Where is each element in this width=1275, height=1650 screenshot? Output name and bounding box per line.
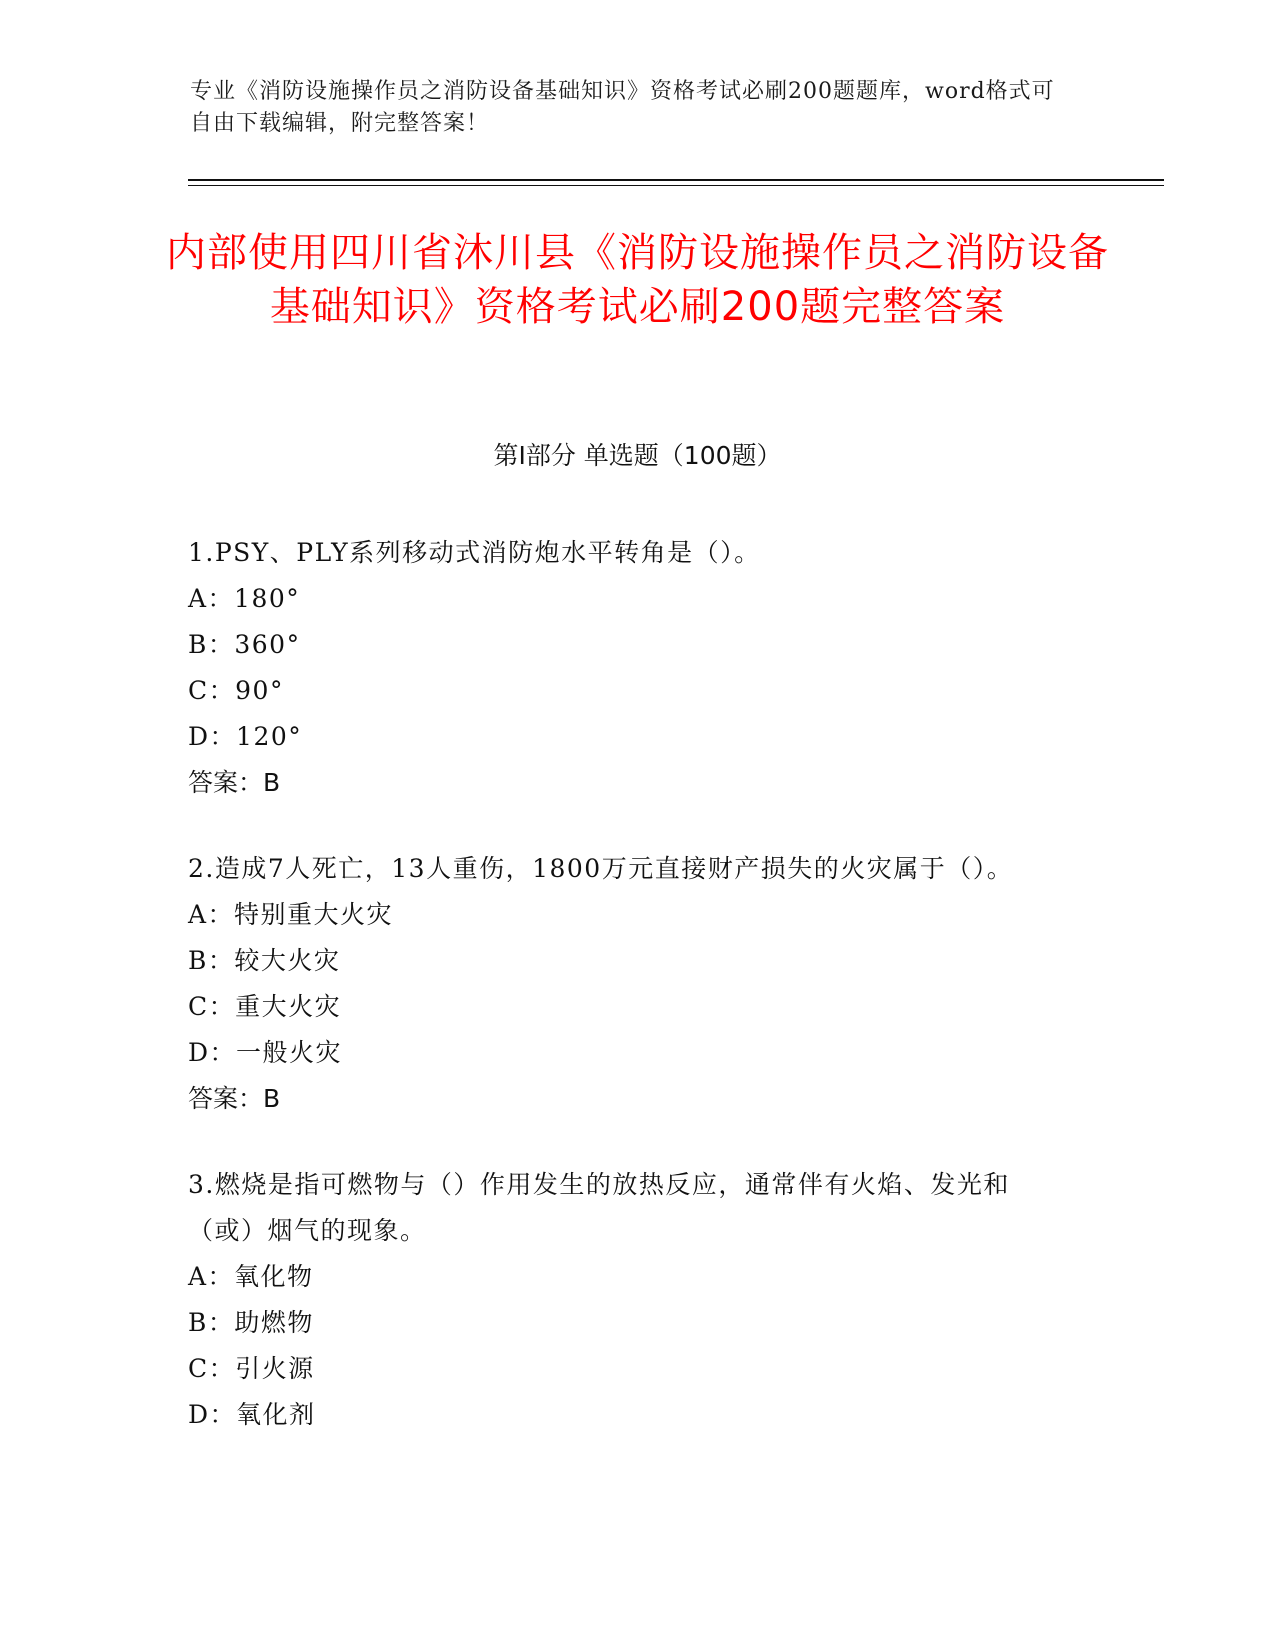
question-stem: 2.造成7人死亡，13人重伤，1800万元直接财产损失的火灾属于（）。: [188, 854, 1014, 883]
answer: 答案：B: [188, 768, 281, 797]
option-b: B：360°: [188, 630, 301, 659]
option-d: D：120°: [188, 722, 303, 751]
header-divider-thin: [188, 185, 1164, 186]
answer: 答案：B: [188, 1084, 281, 1113]
option-b: B：助燃物: [188, 1308, 314, 1337]
option-a: A：180°: [188, 584, 301, 613]
question-stem: 1.PSY、PLY系列移动式消防炮水平转角是（）。: [188, 538, 761, 567]
option-a: A：特别重大火灾: [188, 900, 394, 929]
section-heading: 第I部分 单选题（100题）: [493, 441, 782, 470]
option-d: D：氧化剂: [188, 1400, 316, 1429]
option-c: C：90°: [188, 676, 284, 705]
option-c: C：重大火灾: [188, 992, 342, 1021]
question-stem: 3.燃烧是指可燃物与（）作用发生的放热反应，通常伴有火焰、发光和（或）烟气的现象。: [188, 1170, 1010, 1245]
option-b: B：较大火灾: [188, 946, 341, 975]
question-list: [188, 530, 1068, 1478]
question-2: [188, 846, 1068, 1122]
header-note: 专业《消防设施操作员之消防设备基础知识》资格考试必刷200题题库，word格式可自由下载编辑，附完整答案！: [190, 79, 1055, 136]
option-a: A：氧化物: [188, 1262, 314, 1291]
option-d: D：一般火灾: [188, 1038, 343, 1067]
header-divider-thick: [188, 179, 1164, 181]
option-c: C：引火源: [188, 1354, 315, 1383]
document-title: 内部使用四川省沐川县《消防设施操作员之消防设备基础知识》资格考试必刷200题完整答案: [166, 230, 1109, 330]
question-3: [188, 1162, 1068, 1438]
question-1: [188, 530, 1068, 806]
